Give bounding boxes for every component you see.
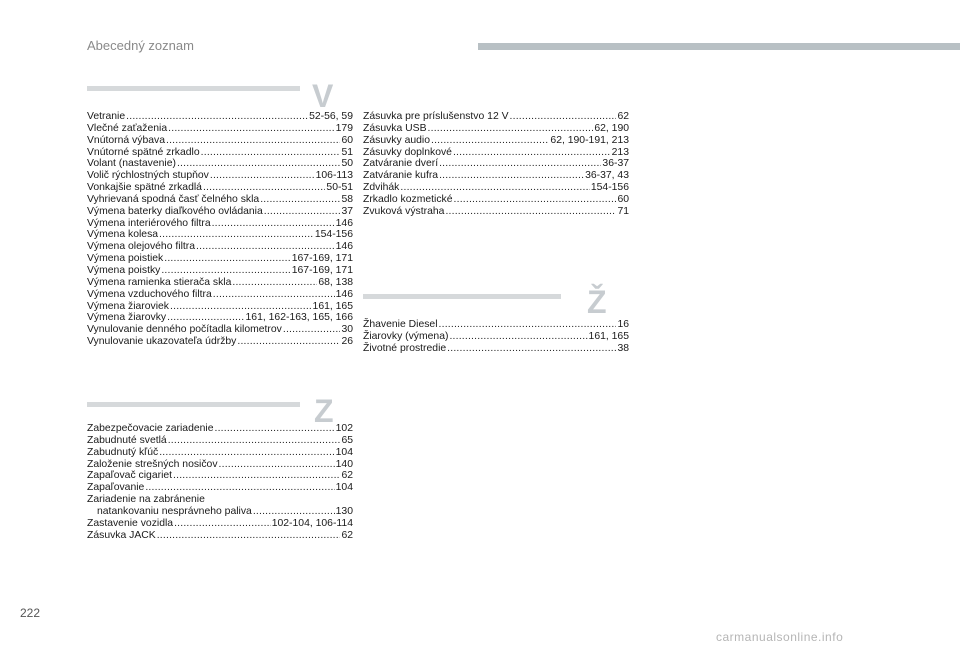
index-entry-page: 146 xyxy=(335,217,353,229)
index-entry-text: Vlečné zaťaženia xyxy=(87,122,168,134)
index-entry xyxy=(363,182,629,194)
index-entry xyxy=(87,182,353,194)
index-entry xyxy=(87,265,353,277)
index-entry xyxy=(87,312,353,324)
index-entry-text: Výmena poistiek xyxy=(87,253,164,265)
index-leader-dots xyxy=(510,111,617,123)
index-entry-page: 68, 138 xyxy=(318,276,353,288)
section-z-divider xyxy=(87,402,300,407)
index-entry xyxy=(87,147,353,159)
index-entry xyxy=(363,158,629,170)
index-entry-page: 213 xyxy=(611,146,629,158)
index-entry xyxy=(363,147,629,159)
index-entry xyxy=(87,218,353,230)
index-leader-dots xyxy=(164,253,291,265)
index-leader-dots xyxy=(431,135,549,147)
index-entry-text: Zásuvka pre príslušenstvo 12 V xyxy=(363,111,509,122)
index-entry-page: 106-113 xyxy=(315,170,353,182)
index-leader-dots xyxy=(168,123,335,135)
index-entry-page: 38 xyxy=(617,342,629,354)
index-entry-page: 161, 165 xyxy=(588,330,629,342)
index-entry-text: Výmena ramienka stierača skla xyxy=(87,276,232,288)
index-leader-dots xyxy=(264,206,341,218)
index-entry-page: 167-169, 171 xyxy=(291,264,353,276)
index-leader-dots xyxy=(428,123,594,135)
index-entry-page: 62, 190-191, 213 xyxy=(550,134,629,146)
index-entry xyxy=(87,277,353,289)
index-leader-dots xyxy=(215,423,335,435)
index-entry-page: 62 xyxy=(341,470,353,482)
index-leader-dots xyxy=(167,312,244,324)
index-entry xyxy=(363,319,629,331)
index-leader-dots xyxy=(159,229,314,241)
page-header-title: Abecedný zoznam xyxy=(87,38,194,53)
index-entry xyxy=(363,111,629,123)
index-entry-text: Zariadenie na zabránenie xyxy=(87,494,205,506)
index-entry-page: 58 xyxy=(341,193,353,205)
index-leader-dots xyxy=(126,111,308,123)
index-entry-page: 51 xyxy=(341,146,353,158)
index-entry xyxy=(87,447,353,459)
index-leader-dots xyxy=(454,194,617,206)
index-entry xyxy=(87,459,353,471)
index-entry-page: 65 xyxy=(341,434,353,446)
index-leader-dots xyxy=(201,147,341,159)
section-zh-list xyxy=(363,319,629,355)
index-entry-page: 71 xyxy=(617,205,629,217)
index-entry-text: Zásuvky audio xyxy=(363,134,430,146)
index-entry-page: 62 xyxy=(617,111,629,122)
index-entry-page: 104 xyxy=(335,482,353,494)
index-entry-text: Vynulovanie ukazovateľa údržby xyxy=(87,336,237,348)
index-leader-dots xyxy=(212,218,335,230)
index-entry-text: Zdvihák xyxy=(363,182,400,194)
index-leader-dots xyxy=(173,470,340,482)
index-leader-dots xyxy=(439,158,601,170)
index-entry xyxy=(363,206,629,218)
section-z-letter: Z xyxy=(314,393,334,429)
index-entry-text: Zapaľovač cigariet xyxy=(87,470,173,482)
index-entry-text: Výmena olejového filtra xyxy=(87,241,196,253)
index-leader-dots xyxy=(145,482,334,494)
index-leader-dots xyxy=(213,289,335,301)
index-entry-text: Zásuvka USB xyxy=(363,122,427,134)
index-entry-text: Zvuková výstraha xyxy=(363,205,445,217)
index-entry-page: 37 xyxy=(341,205,353,217)
index-entry-text: Založenie strešných nosičov xyxy=(87,458,218,470)
index-entry-text: Výmena vzduchového filtra xyxy=(87,288,212,300)
index-entry-page: 52-56, 59 xyxy=(309,111,353,122)
index-entry-text: Výmena žiarovky xyxy=(87,312,167,324)
index-leader-dots xyxy=(445,206,616,218)
index-entry-page: 146 xyxy=(335,288,353,300)
index-entry-text: Zapaľovanie xyxy=(87,482,145,494)
index-entry-text: Výmena interiérového filtra xyxy=(87,217,211,229)
index-leader-dots xyxy=(439,170,584,182)
index-entry-page: 36-37 xyxy=(602,158,629,170)
index-entry xyxy=(363,135,629,147)
section-z-continued-list xyxy=(363,111,629,218)
index-entry-page: 130 xyxy=(335,505,353,517)
index-entry xyxy=(87,336,353,348)
index-leader-dots xyxy=(283,324,341,336)
index-entry-text: Vonkajšie spätné zrkadlá xyxy=(87,182,202,194)
index-entry-text: Volič rýchlostných stupňov xyxy=(87,170,209,182)
index-entry-page: 16 xyxy=(617,319,629,330)
index-leader-dots xyxy=(177,158,340,170)
index-entry xyxy=(363,194,629,206)
index-entry xyxy=(87,241,353,253)
section-v-list xyxy=(87,111,353,348)
index-entry-text: Vynulovanie denného počítadla kilometrov xyxy=(87,324,282,336)
index-entry-page: 62, 190 xyxy=(594,122,629,134)
index-entry xyxy=(363,343,629,355)
index-leader-dots xyxy=(159,447,334,459)
index-entry xyxy=(87,123,353,135)
index-leader-dots xyxy=(439,319,617,331)
index-entry xyxy=(87,435,353,447)
index-entry-text: Výmena baterky diaľkového ovládania xyxy=(87,205,263,217)
index-leader-dots xyxy=(161,265,290,277)
index-entry-page: 161, 162-163, 165, 166 xyxy=(245,312,353,324)
index-entry-page: 50-51 xyxy=(326,182,353,194)
index-leader-dots xyxy=(168,435,341,447)
index-entry xyxy=(87,229,353,241)
index-entry xyxy=(363,170,629,182)
index-entry xyxy=(87,111,353,123)
index-leader-dots xyxy=(253,506,335,518)
index-entry-text: Vetranie xyxy=(87,111,126,122)
index-leader-dots xyxy=(174,518,271,530)
index-entry-text: Výmena kolesa xyxy=(87,229,159,241)
index-entry-text: Zatváranie dverí xyxy=(363,158,439,170)
index-leader-dots xyxy=(210,170,315,182)
index-entry xyxy=(87,324,353,336)
index-entry-page: 102-104, 106-114 xyxy=(271,517,353,529)
index-entry-page: 179 xyxy=(335,122,353,134)
index-entry-page: 167-169, 171 xyxy=(291,253,353,265)
index-entry-text: Volant (nastavenie) xyxy=(87,158,176,170)
index-entry-page: 36-37, 43 xyxy=(585,170,629,182)
index-entry-page: 154-156 xyxy=(314,229,353,241)
index-entry-page: 26 xyxy=(341,336,353,348)
index-entry xyxy=(87,170,353,182)
index-entry-text: Vnútorná výbava xyxy=(87,134,165,146)
index-leader-dots xyxy=(260,194,340,206)
index-entry-text: Zatváranie kufra xyxy=(363,170,439,182)
section-zh-letter: Ž xyxy=(587,284,607,320)
index-entry-multiline xyxy=(87,494,353,518)
index-entry xyxy=(87,206,353,218)
index-entry-page: 30 xyxy=(341,324,353,336)
index-leader-dots xyxy=(166,135,340,147)
index-entry-page: 102 xyxy=(335,423,353,434)
watermark: carmanualsonline.info xyxy=(716,630,844,644)
header-bar xyxy=(478,43,960,50)
index-entry xyxy=(87,289,353,301)
index-entry-text: Vyhrievaná spodná časť čelného skla xyxy=(87,193,260,205)
index-entry xyxy=(87,470,353,482)
index-entry-text: Zrkadlo kozmetické xyxy=(363,193,453,205)
index-entry-page: 60 xyxy=(617,193,629,205)
index-entry-text: natankovaniu nesprávneho paliva xyxy=(97,505,252,517)
index-entry-text: Výmena žiaroviek xyxy=(87,300,170,312)
index-leader-dots xyxy=(170,301,312,313)
index-leader-dots xyxy=(219,459,335,471)
index-entry xyxy=(87,301,353,313)
index-leader-dots xyxy=(232,277,317,289)
index-entry-page: 50 xyxy=(341,158,353,170)
index-entry-page: 146 xyxy=(335,241,353,253)
index-entry-text: Vnútorné spätné zrkadlo xyxy=(87,146,200,158)
section-zh-divider xyxy=(363,294,561,299)
index-leader-dots xyxy=(196,241,335,253)
index-entry-text: Zabezpečovacie zariadenie xyxy=(87,423,214,434)
index-entry xyxy=(87,530,353,542)
index-leader-dots xyxy=(400,182,589,194)
index-entry-text: Žhavenie Diesel xyxy=(363,319,438,330)
index-entry xyxy=(87,253,353,265)
section-z-list xyxy=(87,423,353,541)
index-entry-text: Zásuvky doplnkové xyxy=(363,146,452,158)
index-entry xyxy=(87,194,353,206)
index-entry xyxy=(363,123,629,135)
index-entry-text: Životné prostredie xyxy=(363,342,447,354)
index-entry-text: Výmena poistky xyxy=(87,264,161,276)
index-leader-dots xyxy=(447,343,616,355)
index-entry xyxy=(87,423,353,435)
index-leader-dots xyxy=(449,331,587,343)
index-entry-page: 104 xyxy=(335,446,353,458)
section-v-letter: V xyxy=(312,78,334,114)
index-leader-dots xyxy=(203,182,325,194)
index-leader-dots xyxy=(453,147,611,159)
index-leader-dots xyxy=(237,336,340,348)
index-entry-text: Žiarovky (výmena) xyxy=(363,330,449,342)
index-entry-text: Zabudnuté svetlá xyxy=(87,434,167,446)
index-entry xyxy=(363,331,629,343)
index-entry xyxy=(87,518,353,530)
index-entry-text: Zastavenie vozidla xyxy=(87,517,174,529)
index-entry-page: 60 xyxy=(341,134,353,146)
index-entry-text: Zabudnutý kľúč xyxy=(87,446,159,458)
index-leader-dots xyxy=(157,530,341,542)
index-entry xyxy=(87,135,353,147)
section-v-divider xyxy=(87,86,300,91)
index-entry-page: 62 xyxy=(341,529,353,541)
index-entry xyxy=(87,482,353,494)
index-entry-text: Zásuvka JACK xyxy=(87,529,156,541)
index-entry xyxy=(87,158,353,170)
index-entry-page: 154-156 xyxy=(590,182,629,194)
index-entry xyxy=(87,506,353,518)
index-entry-page: 161, 165 xyxy=(312,300,353,312)
page-number: 222 xyxy=(20,606,41,620)
index-entry-page: 140 xyxy=(335,458,353,470)
